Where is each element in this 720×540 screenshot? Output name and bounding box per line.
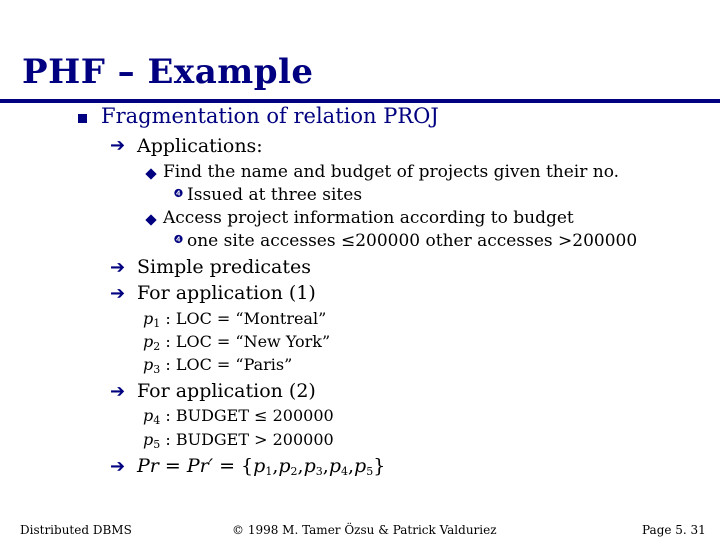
predicate-p5: [143, 430, 334, 451]
predicate-set: [137, 455, 385, 478]
predicate-symbol: p: [253, 455, 266, 477]
checkbox-bullet-icon: ❹: [173, 233, 184, 246]
application-1-detail: Issued at three sites: [187, 185, 363, 205]
predicate-p2: [143, 332, 330, 353]
checkbox-bullet-icon: ❹: [173, 187, 184, 200]
footer-copyright: © 1998 M. Tamer Özsu & Patrick Valduriez: [232, 523, 497, 537]
comma: ,: [297, 455, 304, 477]
comma: ,: [347, 455, 355, 477]
predicate-p1: [143, 309, 326, 330]
application-2-detail: one site accesses ≤200000 other accesses >200000: [187, 231, 638, 251]
predicate-symbol: p: [143, 309, 154, 328]
simple-predicates-heading: Simple predicates: [137, 256, 311, 278]
predicate-subscript: 2: [153, 340, 161, 353]
predicate-text: : BUDGET ≤ 200000: [165, 406, 334, 425]
predicate-text: : LOC = “New York”: [165, 332, 331, 351]
comma: ,: [322, 455, 329, 477]
predicate-subscript: 2: [290, 465, 298, 478]
predicate-symbol: p: [143, 355, 154, 374]
application-1: Find the name and budget of projects given their no.: [163, 162, 620, 182]
pr-prime-symbol: Pr′: [186, 455, 214, 477]
predicate-symbol: p: [143, 430, 154, 449]
arrow-bullet-icon: ➔: [110, 381, 126, 402]
diamond-bullet-icon: [145, 214, 156, 225]
arrow-bullet-icon: ➔: [110, 456, 126, 477]
predicate-symbol: p: [278, 455, 291, 477]
predicate-subscript: 3: [153, 363, 161, 376]
predicate-subscript: 5: [153, 438, 161, 451]
set-open: = {: [213, 455, 254, 477]
footer-course: Distributed DBMS: [20, 523, 132, 537]
predicate-p3: [143, 355, 292, 376]
predicate-text: : LOC = “Paris”: [165, 355, 293, 374]
arrow-bullet-icon: ➔: [110, 135, 126, 156]
predicate-subscript: 4: [153, 414, 161, 427]
set-close: }: [373, 455, 386, 477]
footer-page-number: Page 5. 31: [642, 523, 706, 537]
predicate-symbol: p: [354, 455, 367, 477]
title-divider: [0, 99, 720, 103]
applications-heading: Applications:: [137, 135, 263, 157]
predicate-text: : BUDGET > 200000: [165, 430, 334, 449]
predicate-subscript: 1: [153, 317, 161, 330]
diamond-bullet-icon: [145, 168, 156, 179]
for-application-2-heading: For application (2): [137, 380, 316, 402]
arrow-bullet-icon: ➔: [110, 257, 126, 278]
predicate-subscript: 3: [315, 465, 323, 478]
pr-symbol: Pr: [137, 455, 159, 477]
predicate-symbol: p: [303, 455, 316, 477]
application-2: Access project information according to budget: [163, 208, 574, 228]
predicate-text: : LOC = “Montreal”: [165, 309, 327, 328]
predicate-subscript: 4: [340, 465, 348, 478]
slide-title: PHF – Example: [22, 52, 314, 92]
predicate-subscript: 5: [366, 465, 374, 478]
level1-item: Fragmentation of relation PROJ: [101, 104, 439, 128]
for-application-1-heading: For application (1): [137, 282, 316, 304]
predicate-symbol: p: [143, 406, 154, 425]
predicate-symbol: p: [328, 455, 341, 477]
predicate-symbol: p: [143, 332, 154, 351]
arrow-bullet-icon: ➔: [110, 283, 126, 304]
equals-sign: =: [158, 455, 187, 477]
square-bullet-icon: [78, 114, 87, 123]
predicate-p4: [143, 406, 334, 427]
comma: ,: [272, 455, 279, 477]
predicate-subscript: 1: [265, 465, 273, 478]
